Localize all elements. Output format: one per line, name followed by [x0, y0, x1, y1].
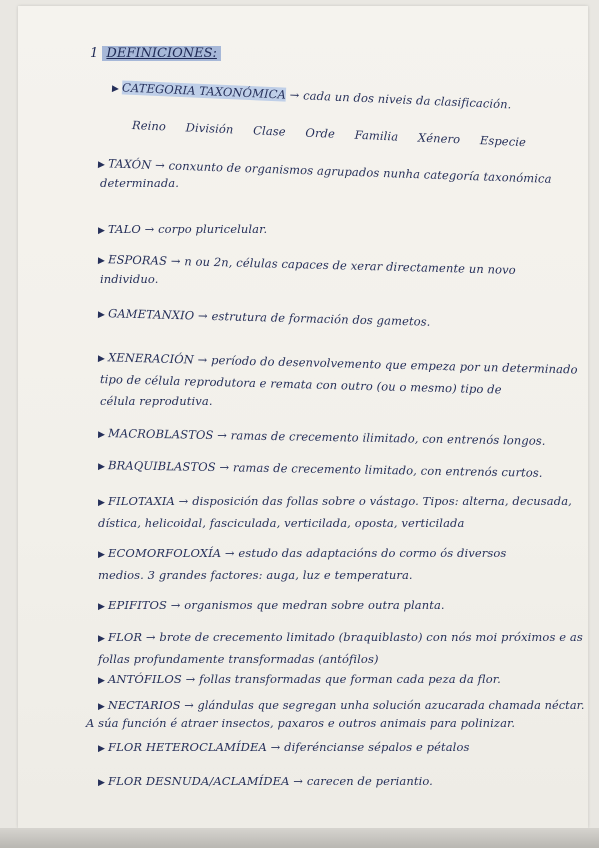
rank: Orde [305, 125, 336, 141]
entry-arrow: → [170, 253, 181, 269]
rank: Familia [354, 127, 399, 144]
bullet-icon: ▶ [97, 160, 106, 171]
entry-line-2: A súa función é atraer insectos, paxaros e outros animais para polinizar. [86, 716, 516, 730]
entry-line-2: tipo de célula reprodutora e remata con outro (ou o mesmo) tipo de [99, 372, 502, 397]
entry-line-1: ramas de crecemento limitado, con entrenós curtos. [232, 460, 543, 480]
entry-line-1: estrutura de formación dos gametos. [211, 308, 431, 329]
entry-flor-desnuda [98, 774, 433, 791]
entry-line-1: diferéncianse sépalos e pétalos [284, 740, 470, 754]
entry-arrow: → [270, 740, 281, 754]
entry-line-2: medios. 3 grandes factores: auga, luz e temperatura. [98, 568, 413, 582]
entry-term: CATEGORIA TAXONÓMICA [121, 80, 287, 102]
entry-arrow: → [219, 460, 230, 475]
entry-arrow: → [145, 630, 156, 644]
entry-term: ESPORAS [107, 252, 168, 268]
entry-line-3: célula reprodutiva. [100, 394, 213, 408]
entry-term: XENERACIÓN [107, 350, 195, 367]
entry-arrow: → [185, 672, 196, 686]
entry-term: MACROBLASTOS [107, 426, 214, 443]
heading-number: 1 [90, 46, 99, 61]
entry-arrow: → [170, 598, 181, 612]
entry-line-1: corpo pluricelular. [158, 222, 268, 236]
entry-line-1: ramas de crecemento ilimitado, con entrenós longos. [230, 428, 546, 448]
entry-flor [98, 630, 583, 647]
entry-arrow: → [289, 87, 300, 103]
entry-nectarios [98, 698, 585, 715]
entry-term: ANTÓFILOS [108, 672, 182, 686]
entry-esporas-cont [100, 272, 158, 287]
entry-line-1: glándulas que segregan unha solución azucarada chamada néctar. [197, 698, 585, 712]
entry-term: FLOR [108, 630, 143, 644]
entry-flor-heteroclamidea [98, 740, 469, 757]
entry-line-1: brote de crecemento limitado (braquiblasto) con nós moi próximos e as [159, 630, 583, 644]
entry-line-1: estudo das adaptacións do cormo ós diversos [238, 546, 507, 560]
entry-term: FILOTAXIA [108, 494, 175, 508]
rank: Xénero [417, 130, 461, 147]
entry-term: TALO [108, 222, 141, 236]
entry-line-1: carecen de periantio. [306, 774, 433, 788]
entry-ecomorfoloxia [98, 546, 506, 563]
entry-line-1: organismos que medran sobre outra planta. [184, 598, 445, 612]
entry-arrow: → [178, 494, 189, 508]
entry-epifitos [98, 598, 445, 615]
entry-nectarios-cont [86, 716, 515, 731]
bullet-icon: ▶ [97, 354, 106, 365]
bullet-icon: ▶ [98, 634, 106, 644]
bullet-icon: ▶ [97, 310, 106, 321]
entry-line-1: follas transformadas que forman cada peza da flor. [199, 672, 501, 686]
bullet-icon: ▶ [98, 778, 106, 788]
entry-talo [98, 222, 267, 239]
page-shadow [0, 828, 599, 848]
entry-line-1: conxunto de organismos agrupados nunha categoría taxonómica [168, 158, 552, 186]
rank: División [185, 120, 234, 137]
entry-line-1: cada un dos niveis da clasificación. [302, 88, 512, 112]
bullet-icon: ▶ [97, 256, 106, 267]
entry-term: EPIFITOS [108, 598, 168, 612]
entry-arrow: → [197, 308, 208, 323]
bullet-icon: ▶ [97, 462, 106, 473]
entry-xeneracion-cont2 [100, 394, 213, 409]
rank: Clase [252, 123, 287, 139]
bullet-icon: ▶ [97, 430, 106, 441]
entry-term: TAXÓN [107, 156, 152, 172]
entry-term: NECTARIOS [107, 698, 181, 712]
bullet-icon: ▶ [98, 676, 106, 686]
entry-filotaxia [98, 494, 572, 511]
entry-term: ECOMORFOLOXÍA [108, 546, 222, 560]
entry-term: GAMETANXIO [107, 306, 195, 323]
bullet-icon: ▶ [98, 498, 106, 508]
entry-term: BRAQUIBLASTOS [107, 458, 216, 475]
bullet-icon: ▶ [98, 702, 105, 712]
entry-ecomorfoloxia-cont [98, 568, 413, 583]
bullet-icon: ▶ [111, 84, 120, 95]
entry-term: FLOR HETEROCLAMÍDEA [108, 740, 267, 754]
entry-filotaxia-cont [98, 516, 464, 531]
entry-line-1: período do desenvolvemento que empeza por un determinado [210, 352, 578, 377]
entry-flor-cont [98, 652, 379, 667]
entry-arrow: → [184, 698, 194, 712]
entry-arrow: → [144, 222, 155, 236]
entry-arrow: → [293, 774, 304, 788]
entry-line-2: dística, helicoidal, fasciculada, verticilada, oposta, verticilada [98, 516, 465, 530]
entry-taxon-cont [100, 176, 179, 191]
rank: Especie [479, 133, 527, 150]
entry-term: FLOR DESNUDA/ACLAMÍDEA [108, 774, 290, 788]
bullet-icon: ▶ [98, 744, 106, 754]
bullet-icon: ▶ [98, 226, 106, 236]
entry-arrow: → [224, 546, 235, 560]
page-title [90, 46, 221, 61]
entry-line-2: follas profundamente transformadas (antófilos) [98, 652, 379, 666]
entry-arrow: → [217, 428, 228, 443]
entry-line-2: individuo. [100, 272, 159, 286]
entry-antofilos [98, 672, 501, 689]
heading-text: DEFINICIONES: [102, 46, 220, 61]
rank: Reino [131, 118, 167, 134]
entry-line-2: determinada. [100, 176, 180, 190]
entry-line-1: n ou 2n, células capaces de xerar directamente un novo [184, 254, 516, 277]
entry-arrow: → [197, 352, 208, 367]
entry-arrow: → [154, 157, 166, 173]
bullet-icon: ▶ [98, 550, 106, 560]
entry-line-1: disposición das follas sobre o vástago. Tipos: alterna, decusada, [192, 494, 572, 508]
bullet-icon: ▶ [98, 602, 106, 612]
